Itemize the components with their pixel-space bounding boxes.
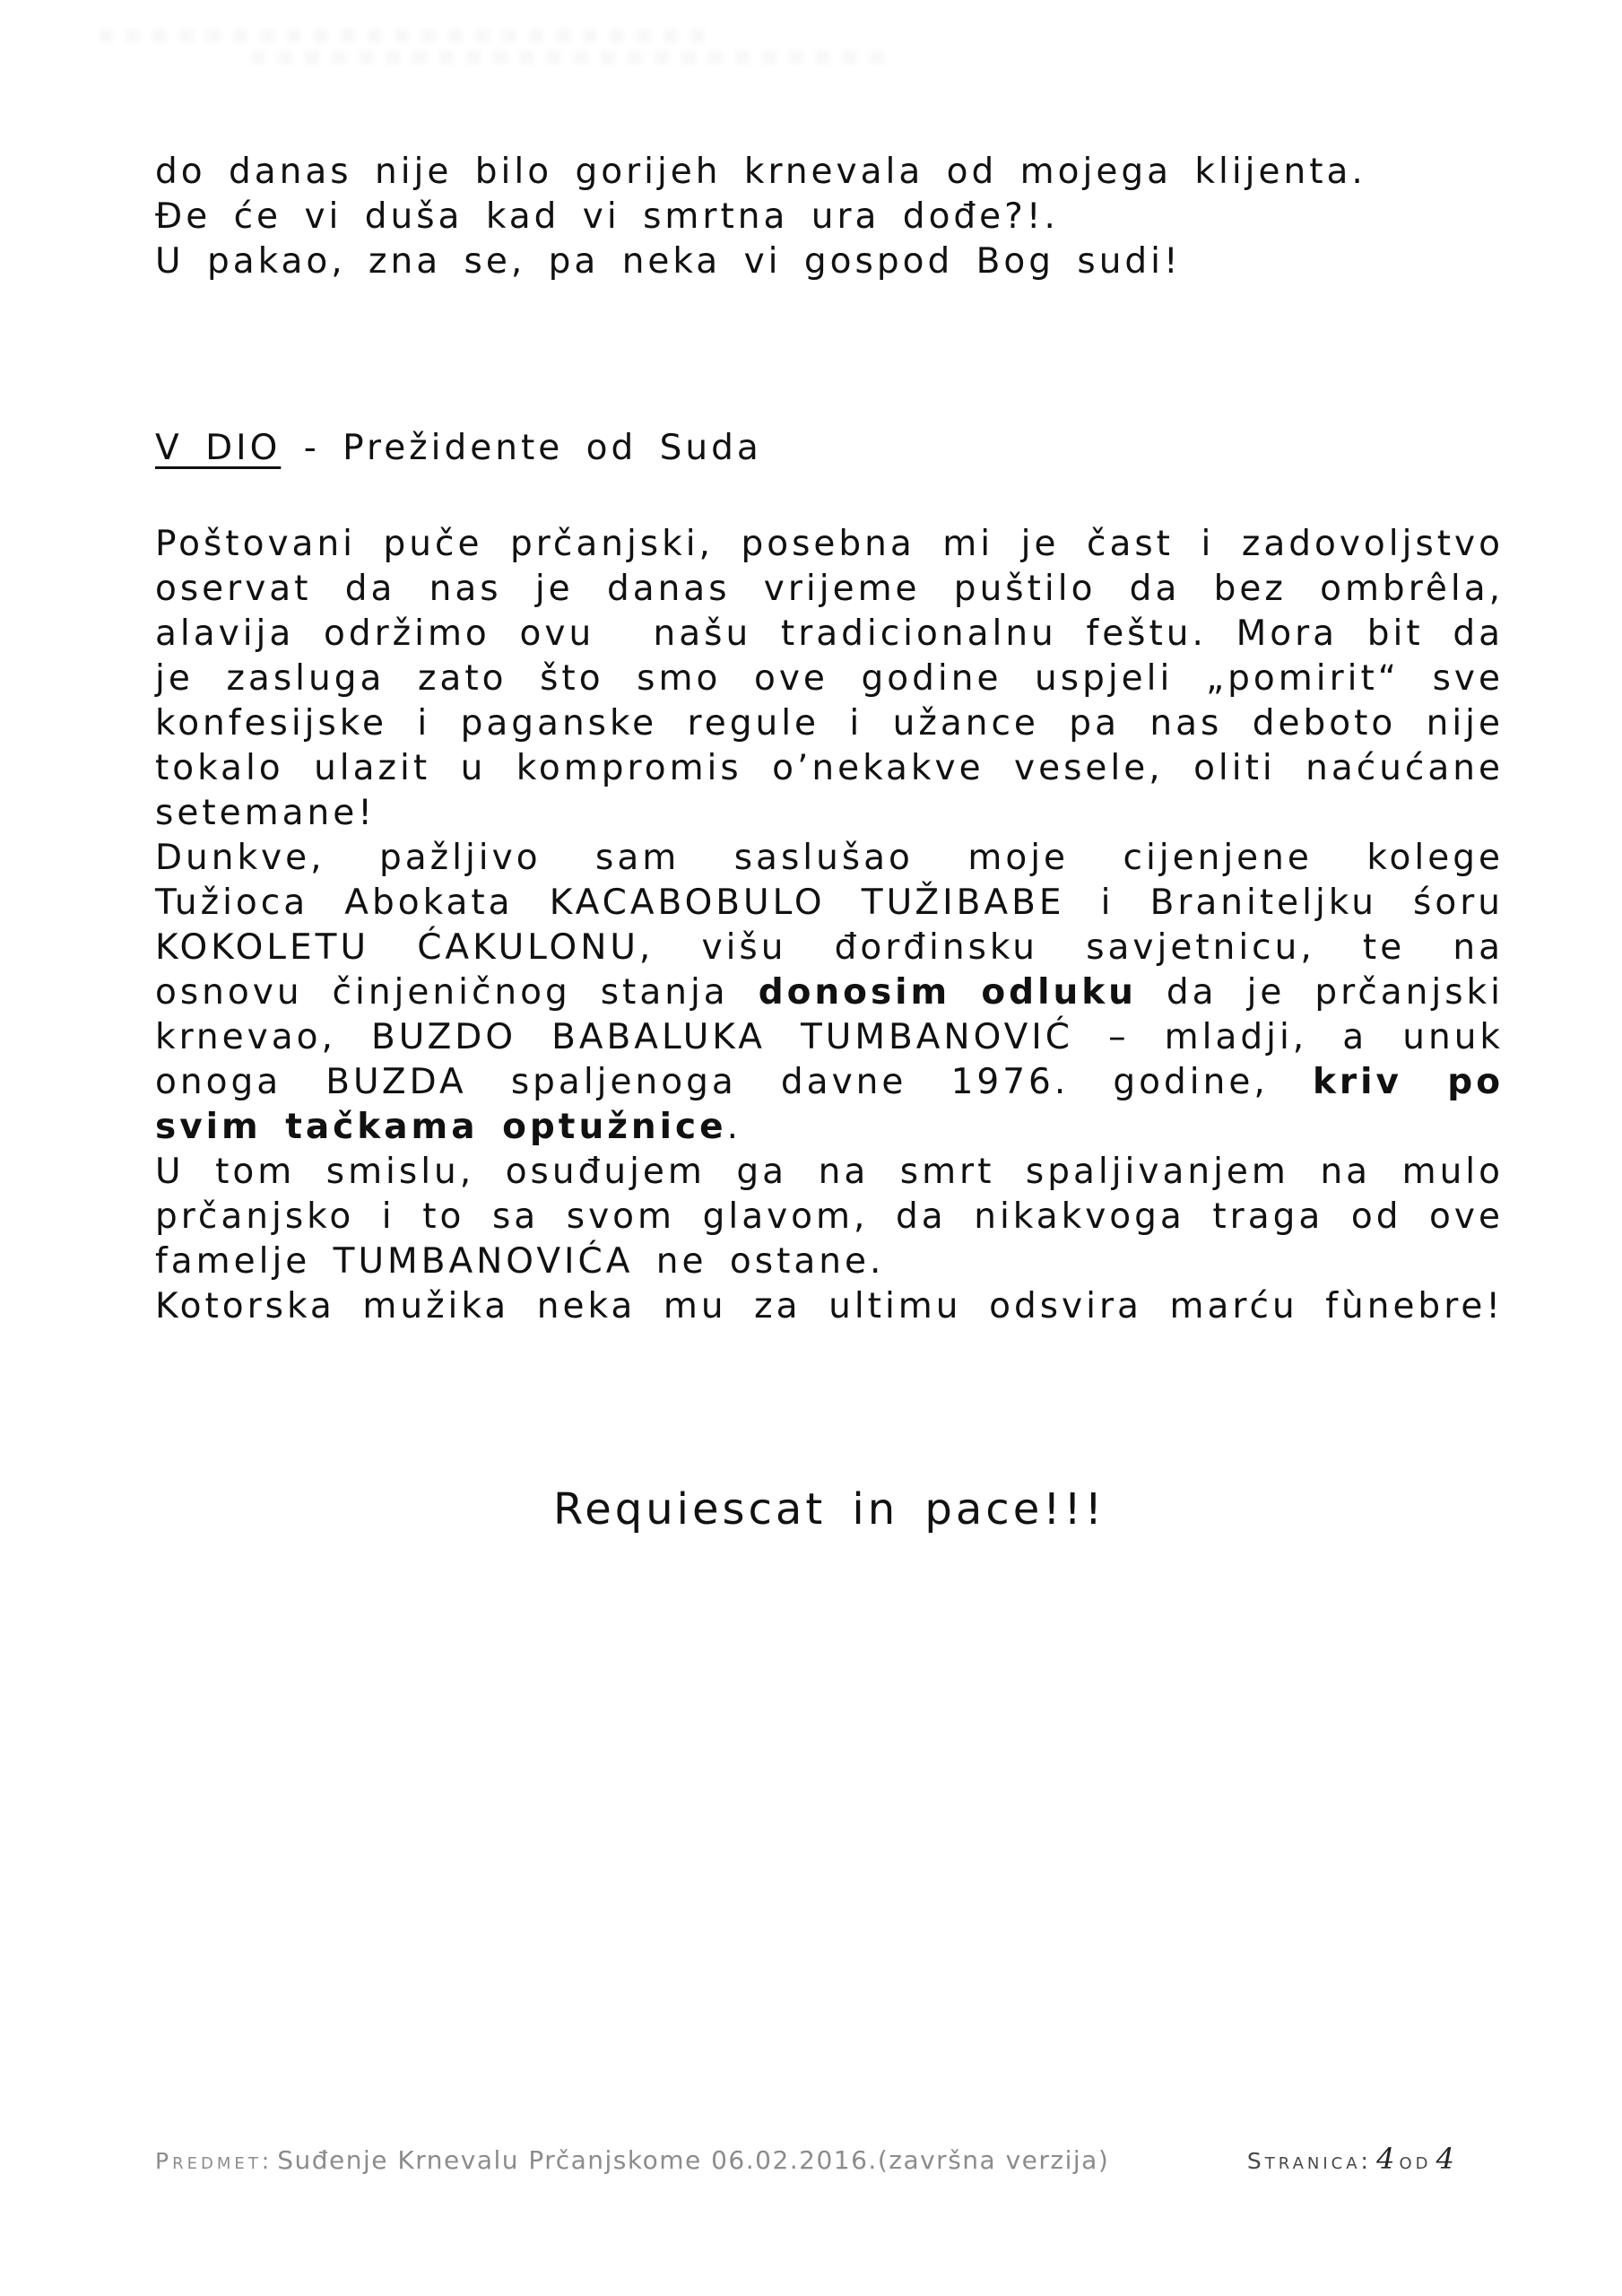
text-line	[155, 612, 1504, 657]
footer-page-label: Stranica:	[1246, 2148, 1372, 2174]
text-line	[155, 926, 1504, 970]
text-line	[155, 657, 1504, 701]
text-line	[155, 1105, 1504, 1150]
text-segment: konfesijske i paganske regule i užance pa nas deboto nije	[155, 703, 1504, 744]
text-segment: do danas nije bilo gorijeh krnevala od mojega klijenta.	[155, 152, 1366, 192]
text-segment: tokalo ulazit u kompromis o’nekakve vesele, oliti naćućane	[155, 748, 1504, 788]
paragraph	[155, 836, 1504, 1150]
text-line	[155, 970, 1504, 1015]
text-line	[155, 791, 1504, 836]
text-segment: setemane!	[155, 793, 376, 833]
bold-text-segment: svim tačkama optužnice	[155, 1107, 727, 1147]
text-segment: Tužioca Abokata KACABOBULO TUŽIBABE i Braniteljku śoru	[155, 883, 1504, 923]
text-line	[155, 195, 1504, 239]
text-segment: Poštovani puče prčanjski, posebna mi je čast i zadovoljstvo	[155, 524, 1504, 564]
text-segment: U pakao, zna se, pa neka vi gospod Bog sudi!	[155, 241, 1182, 282]
section-heading-underlined: V DIO	[155, 428, 282, 468]
text-segment: osnovu činjeničnog stanja	[155, 972, 759, 1013]
text-line	[155, 1284, 1504, 1329]
section-heading	[155, 426, 1504, 471]
text-line	[155, 836, 1504, 881]
bold-text-segment: kriv po	[1312, 1062, 1505, 1102]
text-segment: da je prčanjski	[1136, 972, 1504, 1013]
verdict-body	[155, 522, 1504, 1329]
footer-of-word: od	[1399, 2148, 1432, 2174]
text-segment: onoga BUZDA spaljenoga davne 1976. godine,	[155, 1062, 1313, 1102]
text-segment: je zasluga zato što smo ove godine uspjeli „pomirit“ sve	[155, 658, 1504, 699]
intro-paragraph	[155, 150, 1504, 284]
footer-page-total: 4	[1436, 2142, 1454, 2176]
text-line	[155, 746, 1504, 791]
text-segment: KOKOLETU ĆAKULONU, višu đorđinsku savjetnicu, te na	[155, 927, 1504, 968]
paragraph	[155, 1284, 1504, 1329]
text-line	[155, 522, 1504, 567]
text-line	[155, 1015, 1504, 1060]
text-segment: krnevao, BUZDO BABALUKA TUMBANOVIĆ – mladji, a unuk	[155, 1017, 1504, 1057]
footer-case	[155, 2145, 1109, 2175]
text-line	[155, 1239, 1504, 1284]
text-segment: .	[726, 1107, 742, 1147]
section-heading-rest: - Prežidente od Suda	[281, 428, 762, 468]
closing-line: Requiescat in pace!!!	[553, 1484, 1106, 1535]
text-segment: Đe će vi duša kad vi smrtna ura dođe?!.	[155, 196, 1059, 237]
text-segment: alavija održimo ovu našu tradicionalnu feštu. Mora bit da	[155, 613, 1504, 654]
footer-case-label: Predmet:	[155, 2148, 273, 2174]
text-segment: Kotorska mužika neka mu za ultimu odsvira marću fùnebre!	[155, 1286, 1504, 1326]
text-segment: prčanjsko i to sa svom glavom, da nikakvoga traga od ove	[155, 1196, 1504, 1237]
text-line	[155, 1195, 1504, 1239]
text-line	[155, 701, 1504, 746]
bold-text-segment: donosim odluku	[758, 972, 1137, 1013]
text-segment: Dunkve, pažljivo sam saslušao moje cijenjene kolege	[155, 838, 1504, 878]
text-line	[155, 239, 1504, 284]
text-segment: U tom smislu, osuđujem ga na smrt spaljivanjem na mulo	[155, 1152, 1504, 1192]
text-line	[155, 150, 1504, 195]
text-segment: oservat da nas je danas vrijeme puštilo da bez ombrêla,	[155, 569, 1504, 609]
footer-pagination	[1247, 2142, 1454, 2176]
text-line	[155, 567, 1504, 612]
text-segment: famelje TUMBANOVIĆA ne ostane.	[155, 1241, 885, 1282]
paragraph	[155, 1150, 1504, 1284]
text-line	[155, 1150, 1504, 1195]
footer-page-number: 4	[1376, 2142, 1395, 2176]
text-line	[155, 881, 1504, 926]
footer-case-value: Suđenje Krnevalu Prčanjskome 06.02.2016.(završna verzija)	[277, 2145, 1110, 2175]
document-content	[155, 0, 1504, 1536]
page-footer	[155, 2142, 1504, 2176]
paragraph	[155, 522, 1504, 836]
text-line	[155, 1060, 1504, 1105]
